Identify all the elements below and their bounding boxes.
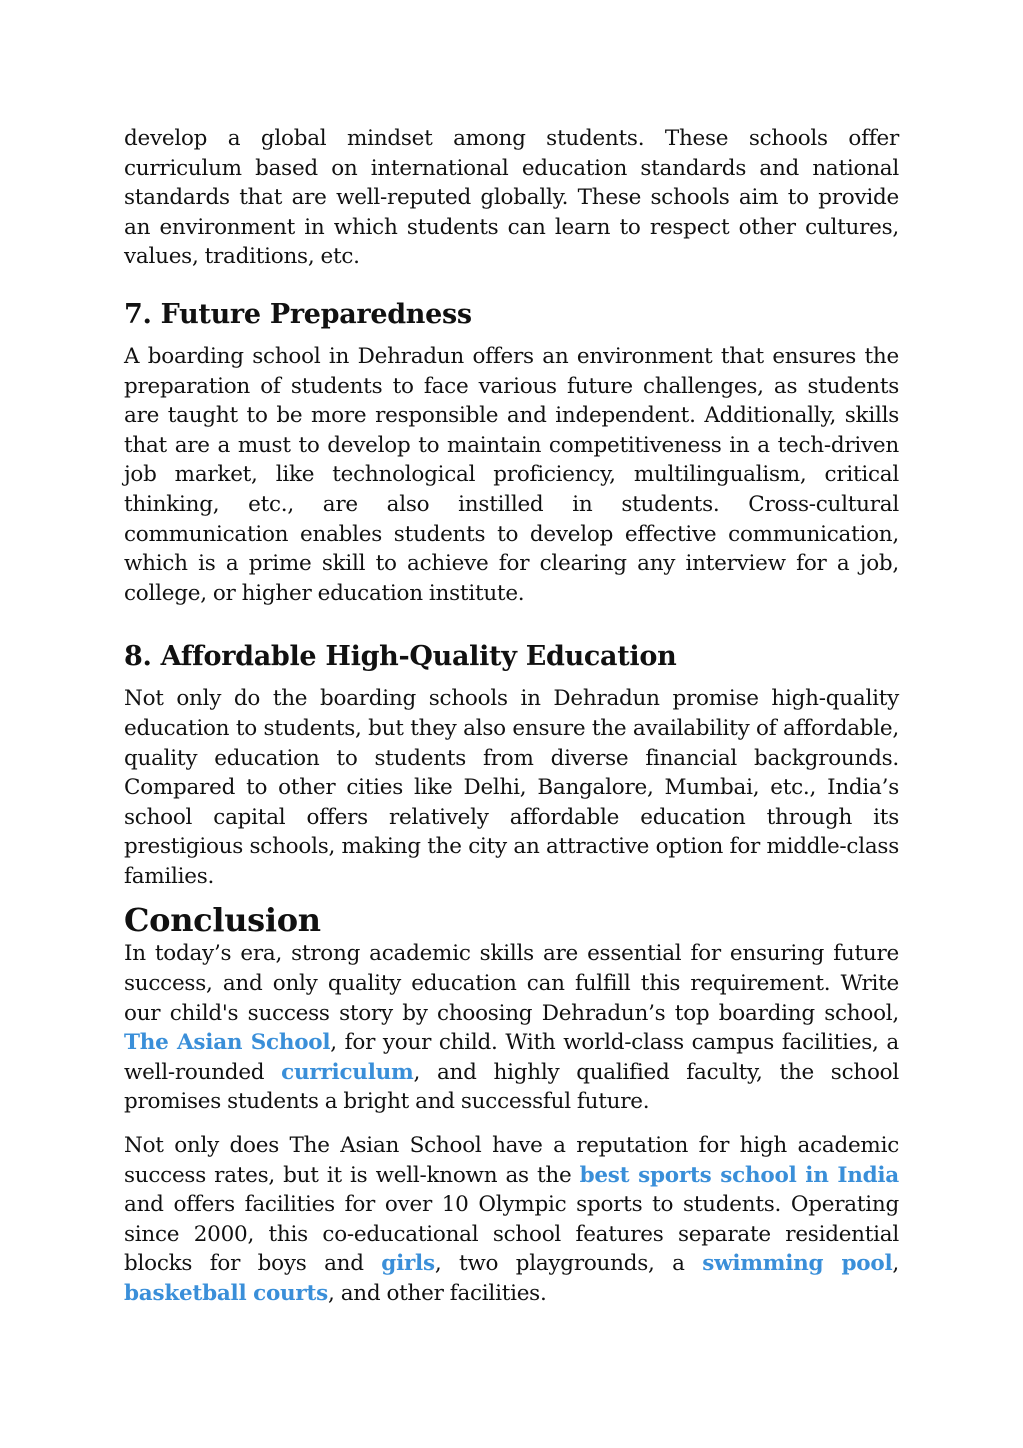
section-8-paragraph: Not only do the boarding schools in Dehradun promise high-quality education to students, but they also ensure the availability of affordable, quality education to students from diverse financial backgrounds. Compared to other cities like Delhi, Bangalore, Mumbai, etc., India’s school capital offers relatively affordable education through its prestigious schools, making the city an attractive option for middle-class families. [124,686,899,889]
conclusion-p1-text-1: In today’s era, strong academic skills are essential for ensuring future success, and only quality education can fulfill this requirement. Write our child's success story by choosing Dehradun’s top boarding school, [124,941,899,1026]
curriculum-link[interactable]: curriculum [281,1059,414,1085]
best-sports-school-link[interactable]: best sports school in India [579,1162,899,1188]
basketball-courts-link[interactable]: basketball courts [124,1281,329,1306]
conclusion-p2-text-5: , and other facilities. [328,1281,547,1306]
conclusion-paragraph-2 [124,1131,899,1309]
section-7-paragraph: A boarding school in Dehradun offers an environment that ensures the preparation of students to face various future challenges, as students are taught to be more responsible and independent. Additionally, skills that are a must to develop to maintain competitiveness in a tech-driven job market, like technological proficiency, multilingualism, critical thinking, etc., are also instilled in students. Cross-cultural communication enables students to develop effective communication, which is a prime skill to achieve for clearing any interview for a job, college, or higher education institute. [124,343,899,606]
conclusion-heading: Conclusion [124,901,321,940]
conclusion-p2-text-3: , two playgrounds, a [434,1251,703,1277]
the-asian-school-link[interactable]: The Asian School [124,1030,331,1056]
swimming-pool-link[interactable]: swimming pool [702,1251,893,1277]
conclusion-p1-text-3: , and highly qualified faculty, the school promises students a bright and successful future. [124,1059,899,1115]
intro-paragraph: develop a global mindset among students. These schools offer curriculum based on international education standards and national standards that are well-reputed globally. These schools aim to provide an environment in which students can learn to respect other cultures, values, traditions, etc. [124,126,899,270]
conclusion-p2-text-1: Not only does The Asian School have a reputation for high academic success rates, but it is well-known as the [124,1133,899,1188]
conclusion-paragraph-1 [124,939,899,1117]
girls-link[interactable]: girls [381,1251,435,1277]
document-page [124,124,899,1309]
conclusion-p2-text-4: , [892,1251,899,1277]
section-7-heading: 7. Future Preparedness [124,298,472,330]
conclusion-p1-text-2: , for your child. With world-class campus facilities, a well-rounded [124,1030,899,1085]
conclusion-p2-text-2: and offers facilities for over 10 Olympic sports to students. Operating since 2000, this co-educational school features separate residential blocks for boys and [124,1192,899,1277]
section-8-heading: 8. Affordable High-Quality Education [124,641,677,673]
